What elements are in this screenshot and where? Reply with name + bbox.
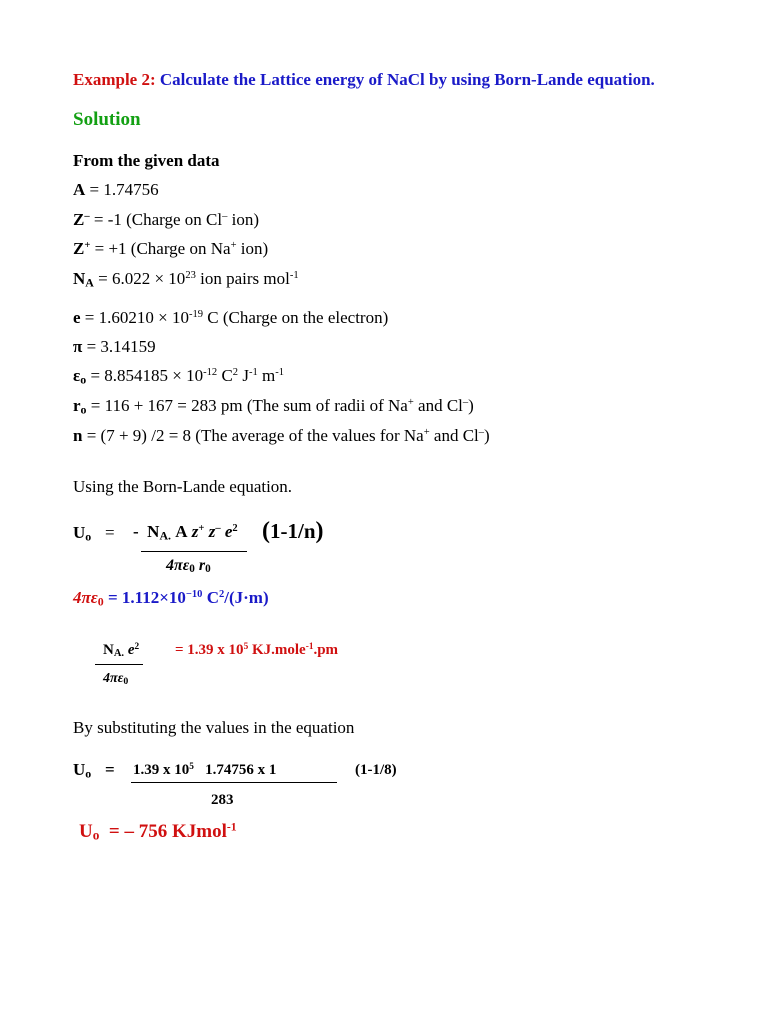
example-title: [73, 70, 655, 90]
equation-parenthesis-term: (1-1/n): [262, 518, 324, 544]
ratio-fraction-bar: [95, 664, 143, 665]
given-pi: π = 3.14159: [73, 337, 156, 356]
ratio-denominator: $4\pi\varepsilon_0$: [103, 671, 129, 687]
equation-numerator: - $N_{A.}$ A z+ z– $e^2$: [133, 522, 238, 543]
substitute-text: By substituting the values in the equation: [73, 718, 355, 737]
substitution-fraction-bar: [131, 782, 337, 783]
example-label: Example 2:: [73, 70, 156, 89]
equation-lhs: $U_o$: [73, 523, 92, 544]
given-born-exponent: n = (7 + 9) /2 = 8 (The average of the values for Na+ and Cl–): [73, 426, 490, 445]
solution-heading: Solution: [73, 109, 141, 130]
equation-denominator: $4\pi\varepsilon_0$ $r_0$: [166, 557, 211, 576]
given-electron-charge: $e = 1.60210 \times 10^{-19}$ C (Charge on the electron): [73, 308, 389, 327]
ratio-numerator: $N_{A.}$ $e^2$: [103, 641, 140, 660]
final-result: $U_o$ = – 756 KJmol$^{-1}$: [79, 820, 237, 843]
substitution-parenthesis-term: (1-1/8): [355, 762, 397, 778]
given-madelung-constant: A = 1.74756: [73, 180, 159, 199]
equation-fraction-bar: [141, 551, 247, 552]
given-cation-charge: Z+ = +1 (Charge on Na+ ion): [73, 239, 269, 258]
substitution-numerator: 1.39 x $10^5$ 1.74756 x 1: [133, 761, 277, 778]
given-anion-charge: Z– = -1 (Charge on Cl– ion): [73, 210, 260, 229]
given-interionic-distance: $r_o = 116 + 167 = 283$ pm (The sum of radii of Na+ and Cl–): [73, 396, 474, 417]
given-heading: From the given data: [73, 151, 220, 170]
substitution-denominator: 283: [211, 792, 234, 808]
substitution-equals: =: [105, 760, 115, 779]
equation-equals: =: [105, 523, 115, 542]
substitution-lhs: $U_o$: [73, 760, 92, 781]
using-equation-text: Using the Born-Lande equation.: [73, 477, 293, 496]
four-pi-epsilon-value: $4\pi\varepsilon_0 = 1.112\times 10^{-10}$ $C^2/(J\cdot m)$: [73, 588, 269, 609]
example-question: Calculate the Lattice energy of NaCl by using Born-Lande equation.: [159, 70, 655, 89]
ratio-value: = 1.39 x $10^5$ KJ.mole$^{-1}$.pm: [175, 641, 339, 658]
given-permittivity: $\varepsilon_o = 8.854185 \times 10^{-12}$ $C^2$ $J^{-1}$ $m^{-1}$: [73, 366, 284, 387]
given-avogadro-number: $N_A = 6.022 \times 10^{23}$ ion pairs mol$^{-1}$: [73, 269, 299, 290]
